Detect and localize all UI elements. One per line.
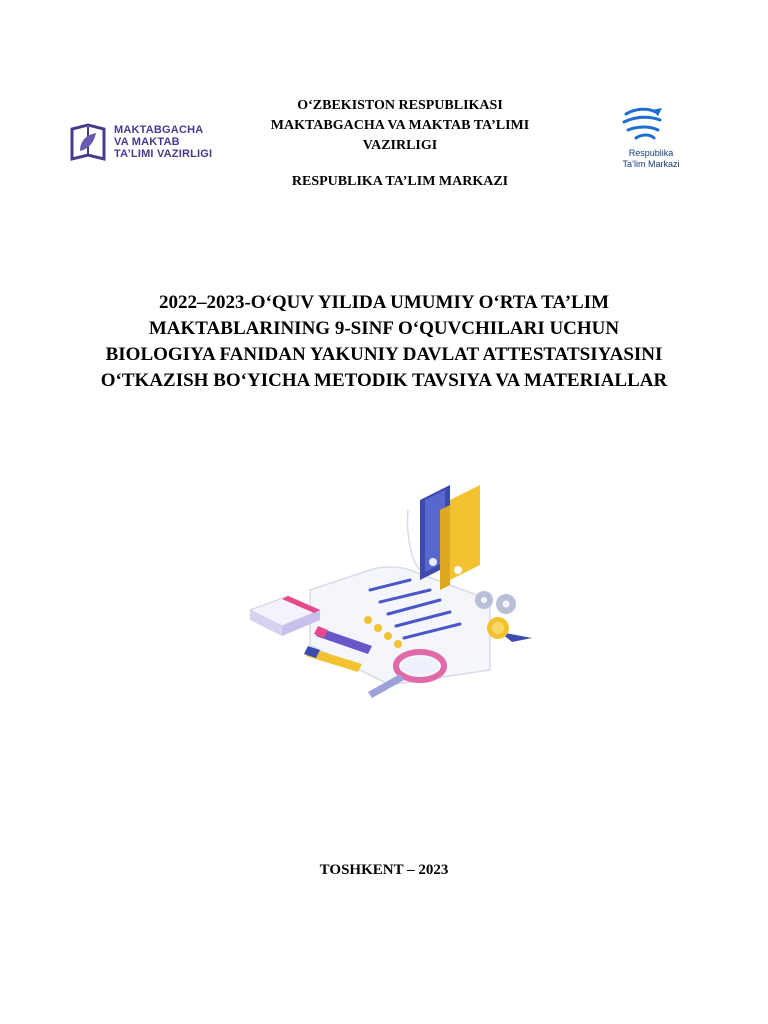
- title-line: 2022–2023-O‘QUV YILIDA UMUMIY O‘RTA TA’LIM: [158, 292, 610, 313]
- medal-icon: [487, 617, 532, 642]
- bird-icon: [622, 104, 666, 144]
- header-org: RESPUBLIKA TA’LIM MARKAZI: [291, 174, 509, 189]
- title-line: O‘TKAZISH BO‘YICHA METODIK TAVSIYA VA MATERIALLAR: [100, 370, 668, 391]
- center-logo-line: Ta’lim Markazi: [622, 159, 680, 169]
- title-line: MAKTABLARINING 9-SINF O‘QUVCHILARI UCHUN: [148, 318, 620, 339]
- header-line: MAKTABGACHA VA MAKTAB TA’LIMI: [270, 118, 530, 133]
- place-year: TOSHKENT – 2023: [319, 862, 449, 878]
- header-block: [240, 96, 560, 192]
- document-title: [40, 290, 728, 394]
- title-line: BIOLOGIYA FANIDAN YAKUNIY DAVLAT ATTESTATSIYASINI: [105, 344, 663, 365]
- center-logo: [606, 104, 696, 184]
- book-leaf-icon: [70, 121, 106, 163]
- folders-icon: [420, 485, 480, 590]
- ministry-logo: [70, 118, 240, 166]
- ministry-logo-line: MAKTABGACHA: [114, 124, 204, 136]
- ministry-logo-line: VA MAKTAB: [114, 136, 180, 148]
- header-line: VAZIRLIGI: [362, 138, 438, 153]
- center-logo-line: Respublika: [628, 148, 674, 158]
- ministry-logo-line: TA’LIMI VAZIRLIGI: [114, 148, 213, 160]
- header-line: O‘ZBEKISTON RESPUBLIKASI: [297, 98, 503, 113]
- documents-folders-magnifier-illustration: [240, 470, 540, 710]
